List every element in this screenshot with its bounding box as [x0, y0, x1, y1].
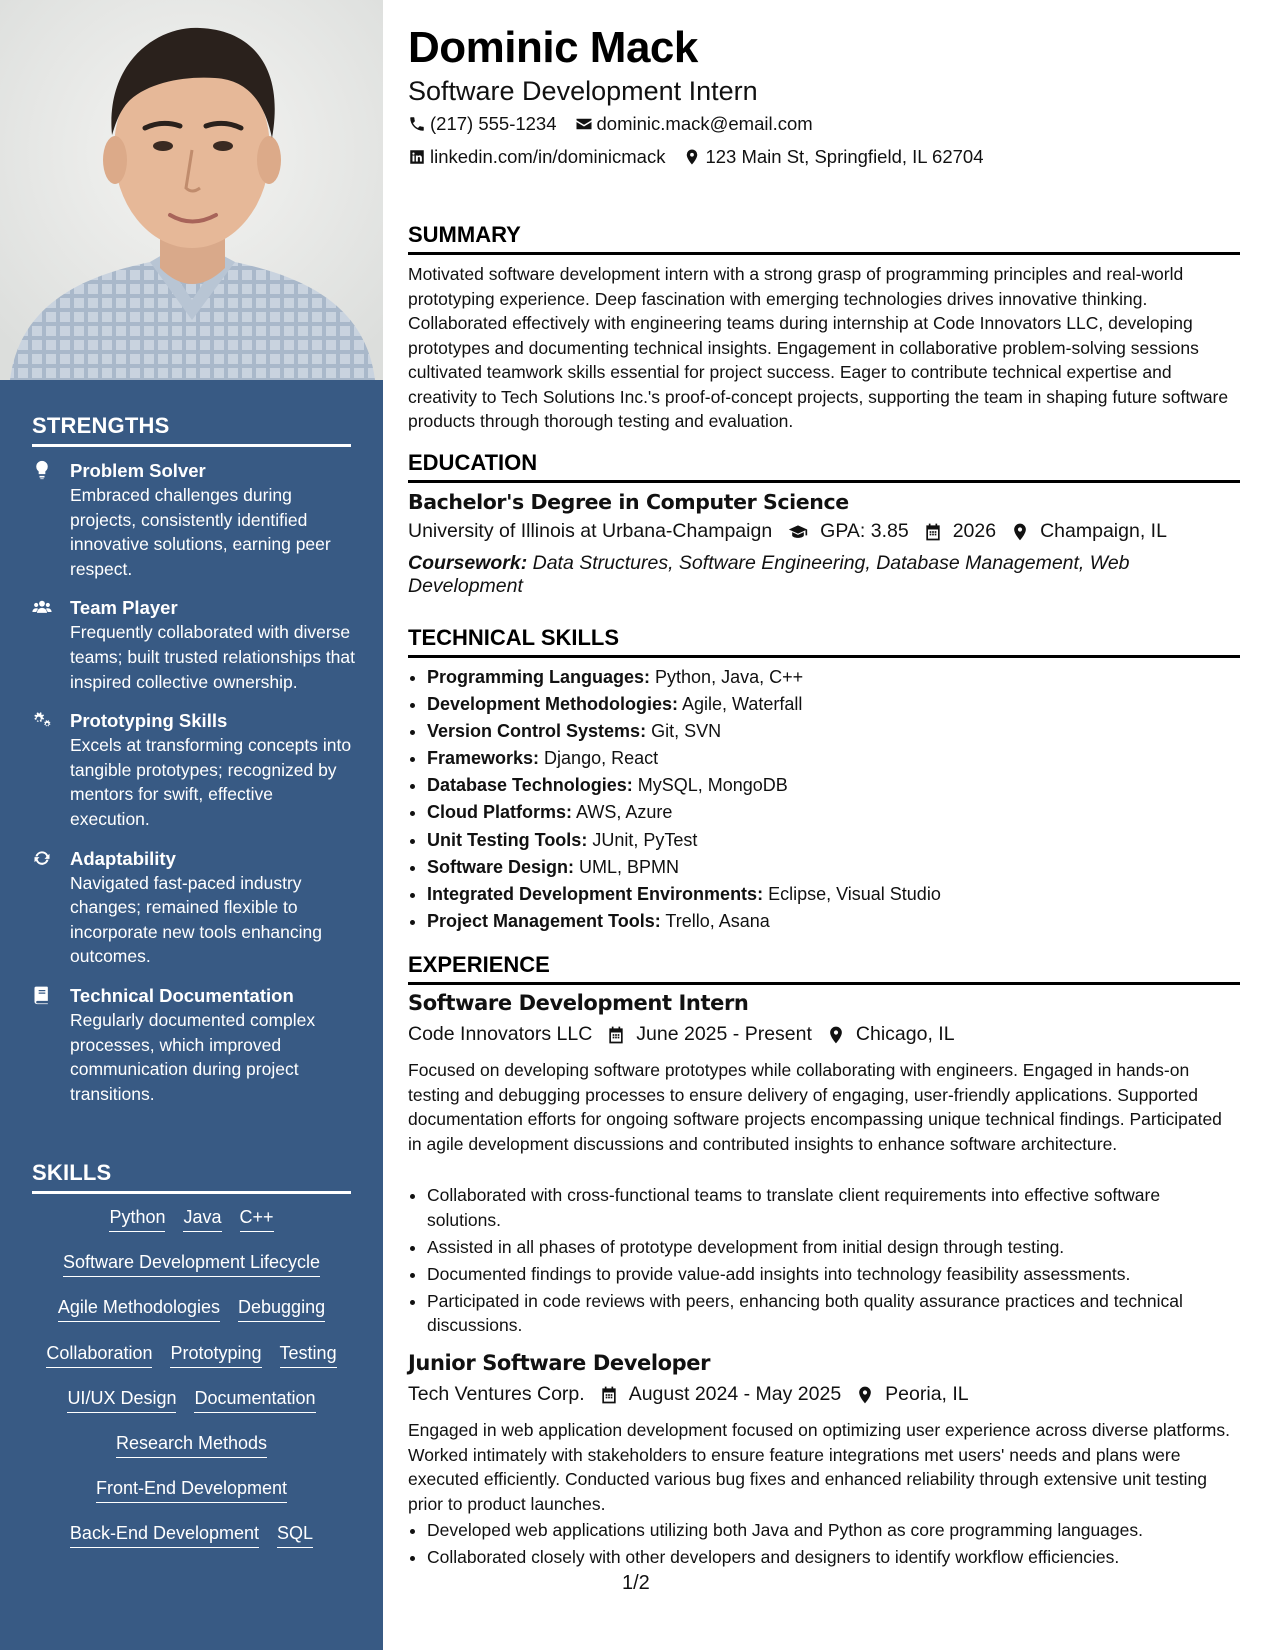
job-description: Engaged in web application development focused on optimizing user experience across diverse platforms. Worked intimately with stakeholders to ensure feature integrations met users' needs and plans were executed efficiently. Conducted various bug fixes and enhanced reliability through extensive unit testing prior to product launches.: [408, 1420, 1230, 1514]
contact-line: [408, 113, 831, 135]
skill-tag: Python: [109, 1205, 165, 1232]
skill-row: [32, 1250, 351, 1295]
skill-tag: Collaboration: [46, 1341, 152, 1368]
skills-heading: SKILLS: [32, 1160, 351, 1194]
summary-text: Motivated software development intern with a strong grasp of programming principles and real-world prototyping experience. Deep fascination with emerging technologies drives innovative thinking. Collaborated effectively with engineering teams during internship at Code Innovators LLC, developing prototypes and documenting technical insights. Engagement in collaborative problem-solving sessions cultivated teamwork skills essential for project success. Eager to contribute technical expertise and creativity to Tech Solutions Inc.'s proof-of-concept projects, supporting the team in shaping future software products through thorough testing and evaluation.: [408, 264, 1229, 431]
job-location: [855, 1383, 968, 1406]
school-location: [1010, 520, 1167, 543]
experience-heading: EXPERIENCE: [408, 951, 1240, 985]
calendar-icon: [599, 1385, 619, 1405]
envelope-icon: [575, 115, 593, 133]
tech-skill-label: Integrated Development Environments:: [427, 883, 764, 904]
tech-skill-label: Development Methodologies:: [427, 694, 679, 715]
job-bullets: [427, 1183, 1237, 1340]
tech-skill-item: [427, 881, 1237, 908]
strength-title: Team Player: [70, 597, 178, 619]
job-bullet: • Assisted in all phases of prototype development from initial design through testing.: [427, 1235, 1237, 1260]
education-meta: [408, 520, 1181, 543]
location-value: Champaign, IL: [1040, 520, 1167, 542]
strength-title: Problem Solver: [70, 460, 206, 481]
tech-skill-value: Git, SVN: [646, 721, 722, 742]
skill-tag: Documentation: [194, 1386, 315, 1413]
linkedin-url[interactable]: linkedin.com/in/dominicmack: [430, 146, 666, 167]
company-name: [408, 1023, 592, 1046]
tech-skill-value: MySQL, MongoDB: [632, 775, 788, 796]
degree-title: Bachelor's Degree in Computer Science: [408, 490, 849, 514]
map-pin-icon: [826, 1025, 846, 1045]
strength-desc: Frequently collaborated with diverse teams; built trusted relationships that inspired collective ownership.: [70, 622, 356, 692]
tech-skill-item: [427, 745, 1237, 772]
tech-skill-value: Trello, Asana: [660, 910, 770, 931]
skill-tag: Testing: [280, 1341, 337, 1368]
company-name-text: Code Innovators LLC: [408, 1023, 593, 1045]
tech-skill-value: AWS, Azure: [572, 802, 673, 823]
linkedin-icon: [408, 148, 426, 166]
email-contact[interactable]: [575, 113, 813, 135]
address-contact: [683, 146, 983, 168]
users-icon: [32, 595, 70, 694]
tech-skill-item: [427, 691, 1237, 718]
strength-item: [32, 708, 357, 831]
location-value: Chicago, IL: [855, 1023, 955, 1045]
skill-tag: SQL: [277, 1521, 313, 1548]
tech-skill-item: [427, 664, 1237, 691]
job-meta: [408, 1023, 969, 1046]
job-bullets: [427, 1518, 1237, 1572]
tech-skill-label: Project Management Tools:: [427, 910, 661, 931]
contact-line: [408, 146, 1001, 168]
tech-skill-label: Unit Testing Tools:: [427, 829, 588, 850]
tech-skill-label: Frameworks:: [427, 748, 540, 769]
location-value: Peoria, IL: [885, 1383, 969, 1405]
tech-skill-value: Eclipse, Visual Studio: [763, 883, 941, 904]
phone-number: (217) 555-1234: [430, 113, 557, 134]
tech-skill-label: Database Technologies:: [427, 775, 633, 796]
strength-title: Adaptability: [70, 847, 176, 869]
tech-skill-item: [427, 772, 1237, 799]
skill-row: [32, 1295, 351, 1340]
skill-tag: Prototyping: [170, 1341, 261, 1368]
graduation-year: [923, 520, 996, 543]
calendar-icon: [923, 522, 943, 542]
strength-desc: Regularly documented complex processes, which improved communication during project transitions.: [70, 1009, 316, 1104]
skill-tag: Debugging: [238, 1295, 325, 1322]
tech-skill-label: Cloud Platforms:: [427, 802, 573, 823]
lightbulb-icon: [32, 458, 70, 581]
page-number: 1/2: [622, 1572, 650, 1594]
job-bullet: • Participated in code reviews with peers, enhancing both quality assurance practices and technical discussions.: [427, 1289, 1237, 1338]
strength-item: [32, 983, 357, 1106]
strength-title: Prototyping Skills: [70, 710, 228, 732]
calendar-icon: [606, 1025, 626, 1045]
map-pin-icon: [683, 148, 701, 166]
job-title: Software Development Intern: [408, 991, 749, 1015]
school-name: [408, 520, 772, 543]
job-title: Junior Software Developer: [408, 1351, 711, 1375]
linkedin-contact[interactable]: [408, 146, 665, 168]
skill-row: [32, 1431, 351, 1476]
skill-row: [32, 1341, 351, 1386]
sidebar: [0, 0, 383, 1650]
skill-tag: Agile Methodologies: [58, 1295, 220, 1322]
strength-desc: Excels at transforming concepts into tangible prototypes; recognized by mentors for swift, effective execution.: [70, 735, 352, 829]
phone-contact: [408, 113, 557, 135]
email-address[interactable]: dominic.mack@email.com: [596, 113, 813, 134]
tech-skill-item: [427, 718, 1237, 745]
job-meta: [408, 1383, 983, 1406]
skill-row: [32, 1205, 351, 1250]
technical-skills-list: [427, 664, 1237, 935]
year-value: 2026: [952, 520, 997, 542]
job-dates: [599, 1383, 841, 1406]
tech-skill-item: [427, 908, 1237, 935]
strengths-heading: STRENGTHS: [32, 413, 351, 447]
dates-value: June 2025 - Present: [636, 1023, 812, 1045]
strength-item: [32, 458, 357, 581]
dates-value: August 2024 - May 2025: [628, 1383, 842, 1405]
gpa: [786, 520, 909, 543]
strength-item: [32, 846, 357, 969]
strength-item: [32, 595, 357, 694]
map-pin-icon: [1010, 522, 1030, 542]
tech-skill-value: Django, React: [539, 748, 659, 769]
job-bullet: • Collaborated closely with other developers and designers to identify workflow efficiencies.: [427, 1545, 1237, 1570]
strength-title: Technical Documentation: [70, 984, 294, 1006]
candidate-name: Dominic Mack: [408, 23, 698, 72]
job-bullet: • Developed web applications utilizing both Java and Python as core programming languages.: [427, 1518, 1237, 1543]
profile-photo: [0, 0, 383, 380]
job-description: Focused on developing software prototypes while collaborating with engineers. Engaged in hands-on testing and debugging processes to ensure delivery of engaging, user-friendly applications. Supported documentation efforts for ongoing software projects encompassing unique technical findings. Participated in agile development discussions and contributed insights to enhance software architecture.: [408, 1060, 1222, 1154]
school-name-text: University of Illinois at Urbana-Champaign: [408, 520, 773, 542]
book-icon: [32, 983, 70, 1106]
tech-skill-label: Programming Languages:: [427, 667, 651, 687]
tech-skill-value: Agile, Waterfall: [678, 694, 803, 715]
job-dates: [606, 1023, 812, 1046]
map-pin-icon: [855, 1385, 875, 1405]
strength-desc: Embraced challenges during projects, consistently identified innovative solutions, earning peer respect.: [70, 485, 331, 579]
phone-icon: [408, 115, 426, 133]
gpa-value: GPA: 3.85: [820, 520, 909, 542]
candidate-headline: Software Development Intern: [408, 76, 758, 106]
skill-tag: UI/UX Design: [67, 1386, 176, 1413]
strengths-list: [32, 458, 357, 1120]
skill-tag: Front-End Development: [96, 1476, 287, 1503]
skill-row: [32, 1521, 351, 1566]
sync-icon: [32, 846, 70, 969]
strength-desc: Navigated fast-paced industry changes; remained flexible to incorporate new tools enhancing outcomes.: [70, 872, 322, 967]
graduation-cap-icon: [786, 522, 810, 542]
skill-row: [32, 1386, 351, 1431]
summary-heading: SUMMARY: [408, 221, 1240, 255]
skill-tag: C++: [240, 1205, 274, 1232]
tech-skill-value: JUnit, PyTest: [587, 829, 698, 850]
education-heading: EDUCATION: [408, 449, 1240, 483]
skills-cloud: [32, 1205, 351, 1567]
skill-row: [32, 1476, 351, 1521]
coursework: [408, 552, 1240, 598]
skill-tag: Java: [183, 1205, 221, 1232]
tech-skill-value: UML, BPMN: [574, 856, 680, 877]
tech-skill-label: Software Design:: [427, 856, 575, 877]
street-address: 123 Main St, Springfield, IL 62704: [705, 146, 984, 167]
job-bullet: • Documented findings to provide value-add insights into technology feasibility assessments.: [427, 1262, 1237, 1287]
tech-skill-label: Version Control Systems:: [427, 721, 647, 742]
gears-icon: [32, 708, 70, 831]
coursework-list: Data Structures, Software Engineering, Database Management, Web Development: [408, 552, 1130, 597]
skill-tag: Back-End Development: [70, 1521, 259, 1548]
tech-skill-item: [427, 827, 1237, 854]
tech-skill-item: [427, 854, 1237, 881]
job-bullet: • Collaborated with cross-functional teams to translate client requirements into effective software solutions.: [427, 1183, 1237, 1232]
tech-skill-value: Python, Java, C++: [650, 667, 804, 687]
company-name-text: Tech Ventures Corp.: [408, 1383, 585, 1405]
technical-skills-heading: TECHNICAL SKILLS: [408, 624, 1240, 658]
job-location: [826, 1023, 955, 1046]
skill-tag: Research Methods: [116, 1431, 267, 1458]
company-name: [408, 1383, 585, 1406]
skill-tag: Software Development Lifecycle: [63, 1250, 320, 1277]
coursework-label: Coursework:: [408, 552, 528, 574]
tech-skill-item: [427, 799, 1237, 826]
